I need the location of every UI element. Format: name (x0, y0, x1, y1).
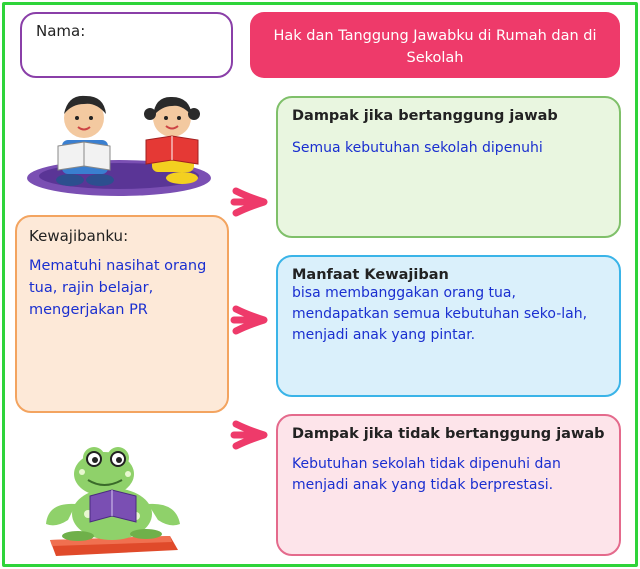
title-banner (250, 12, 620, 78)
obligation-label: Kewajibanku: (29, 227, 129, 245)
positive-impact-box (276, 96, 621, 238)
arrow-icon (230, 303, 270, 337)
negative-impact-heading: Dampak jika tidak bertanggung jawab (292, 426, 605, 442)
positive-impact-heading: Dampak jika bertanggung jawab (292, 108, 558, 124)
frog-reading-illustration (38, 444, 188, 559)
page-title: Hak dan Tanggung Jawabku di Rumah dan di Sekolah (273, 28, 597, 66)
negative-impact-box (276, 414, 621, 556)
benefit-heading: Manfaat Kewajiban (292, 267, 449, 283)
name-box (20, 12, 233, 78)
benefit-text: bisa membanggakan orang tua, mendapatkan semua kebutuhan seko-lah, menjadi anak yang pintar. (292, 285, 588, 343)
obligation-text: Mematuhi nasihat orang tua, rajin belajar, mengerjakan PR (29, 258, 207, 318)
benefit-box (276, 255, 621, 397)
arrow-icon (230, 418, 270, 452)
positive-impact-text: Semua kebutuhan sekolah dipenuhi (292, 140, 543, 156)
negative-impact-text: Kebutuhan sekolah tidak dipenuhi dan menjadi anak yang tidak berprestasi. (292, 456, 561, 493)
children-reading-illustration (22, 88, 217, 203)
obligation-box (15, 215, 229, 413)
arrow-icon (230, 185, 270, 219)
name-label: Nama: (36, 22, 86, 40)
